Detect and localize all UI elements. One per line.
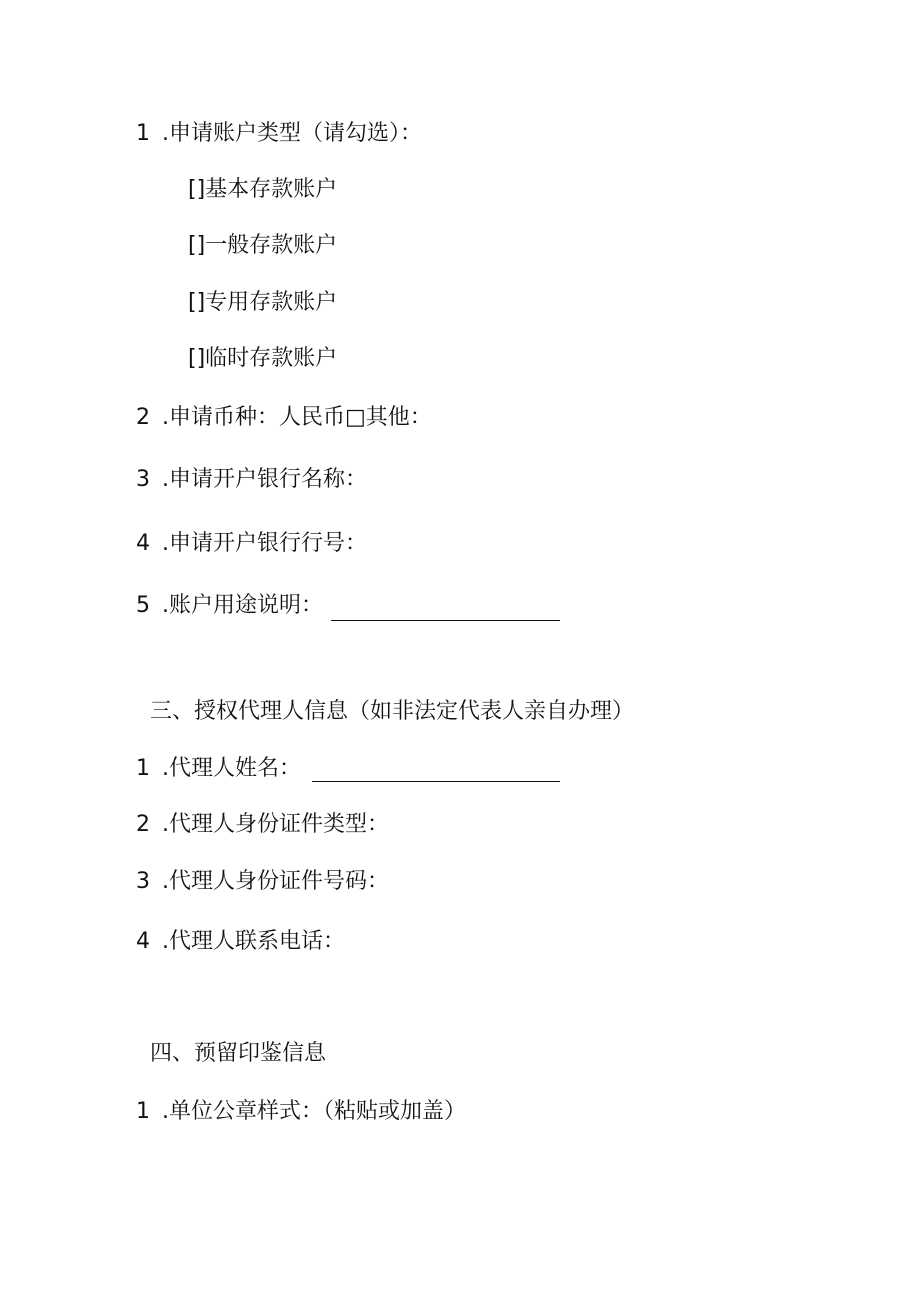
- item-label: .代理人身份证件号码：: [162, 869, 389, 894]
- option-label: []一般存款账户: [188, 233, 338, 258]
- option-label: []临时存款账户: [188, 346, 338, 371]
- bank-number-field[interactable]: [136, 530, 367, 558]
- section-heading-seal-info: 四、预留印鉴信息: [150, 1041, 327, 1066]
- item-label: .申请开户银行行号：: [162, 531, 367, 556]
- item-label: .单位公章样式：（粘贴或加盖）: [162, 1099, 466, 1124]
- item-label: .代理人联系电话：: [162, 929, 345, 954]
- item-number: 4: [136, 531, 150, 556]
- item-number: 1: [136, 756, 150, 781]
- item-label: .代理人姓名：: [162, 756, 301, 781]
- checkbox-option-basic-account[interactable]: [188, 176, 337, 204]
- currency-field[interactable]: [136, 404, 432, 432]
- item-label: .代理人身份证件类型：: [162, 812, 389, 837]
- item-number: 3: [136, 467, 150, 492]
- item-number: 4: [136, 929, 150, 954]
- agent-name-field: [136, 755, 301, 783]
- company-seal-field[interactable]: [136, 1098, 466, 1126]
- agent-id-number-field[interactable]: [136, 868, 389, 896]
- item-number: 1: [136, 1099, 150, 1124]
- account-purpose-blank[interactable]: [331, 598, 560, 621]
- agent-phone-field[interactable]: [136, 928, 345, 956]
- item-number: 3: [136, 869, 150, 894]
- checkbox-option-temporary-account[interactable]: [188, 345, 337, 373]
- option-label: []专用存款账户: [188, 290, 338, 315]
- account-type-question: [136, 120, 422, 148]
- bank-name-field[interactable]: [136, 466, 367, 494]
- item-label: .申请账户类型（请勾选）：: [162, 121, 422, 146]
- item-number: 2: [136, 405, 150, 430]
- item-number: 5: [136, 593, 150, 618]
- agent-name-blank[interactable]: [312, 759, 560, 782]
- item-number: 1: [136, 121, 150, 146]
- item-label: .申请币种：人民币□其他：: [162, 405, 432, 430]
- item-number: 2: [136, 812, 150, 837]
- account-purpose-field: [136, 592, 323, 620]
- item-label: .账户用途说明：: [162, 593, 323, 618]
- item-label: .申请开户银行名称：: [162, 467, 367, 492]
- checkbox-option-special-account[interactable]: [188, 289, 337, 317]
- section-heading-agent-info: 三、授权代理人信息（如非法定代表人亲自办理）: [150, 699, 635, 724]
- option-label: []基本存款账户: [188, 177, 338, 202]
- agent-id-type-field[interactable]: [136, 811, 389, 839]
- checkbox-option-general-account[interactable]: [188, 232, 337, 260]
